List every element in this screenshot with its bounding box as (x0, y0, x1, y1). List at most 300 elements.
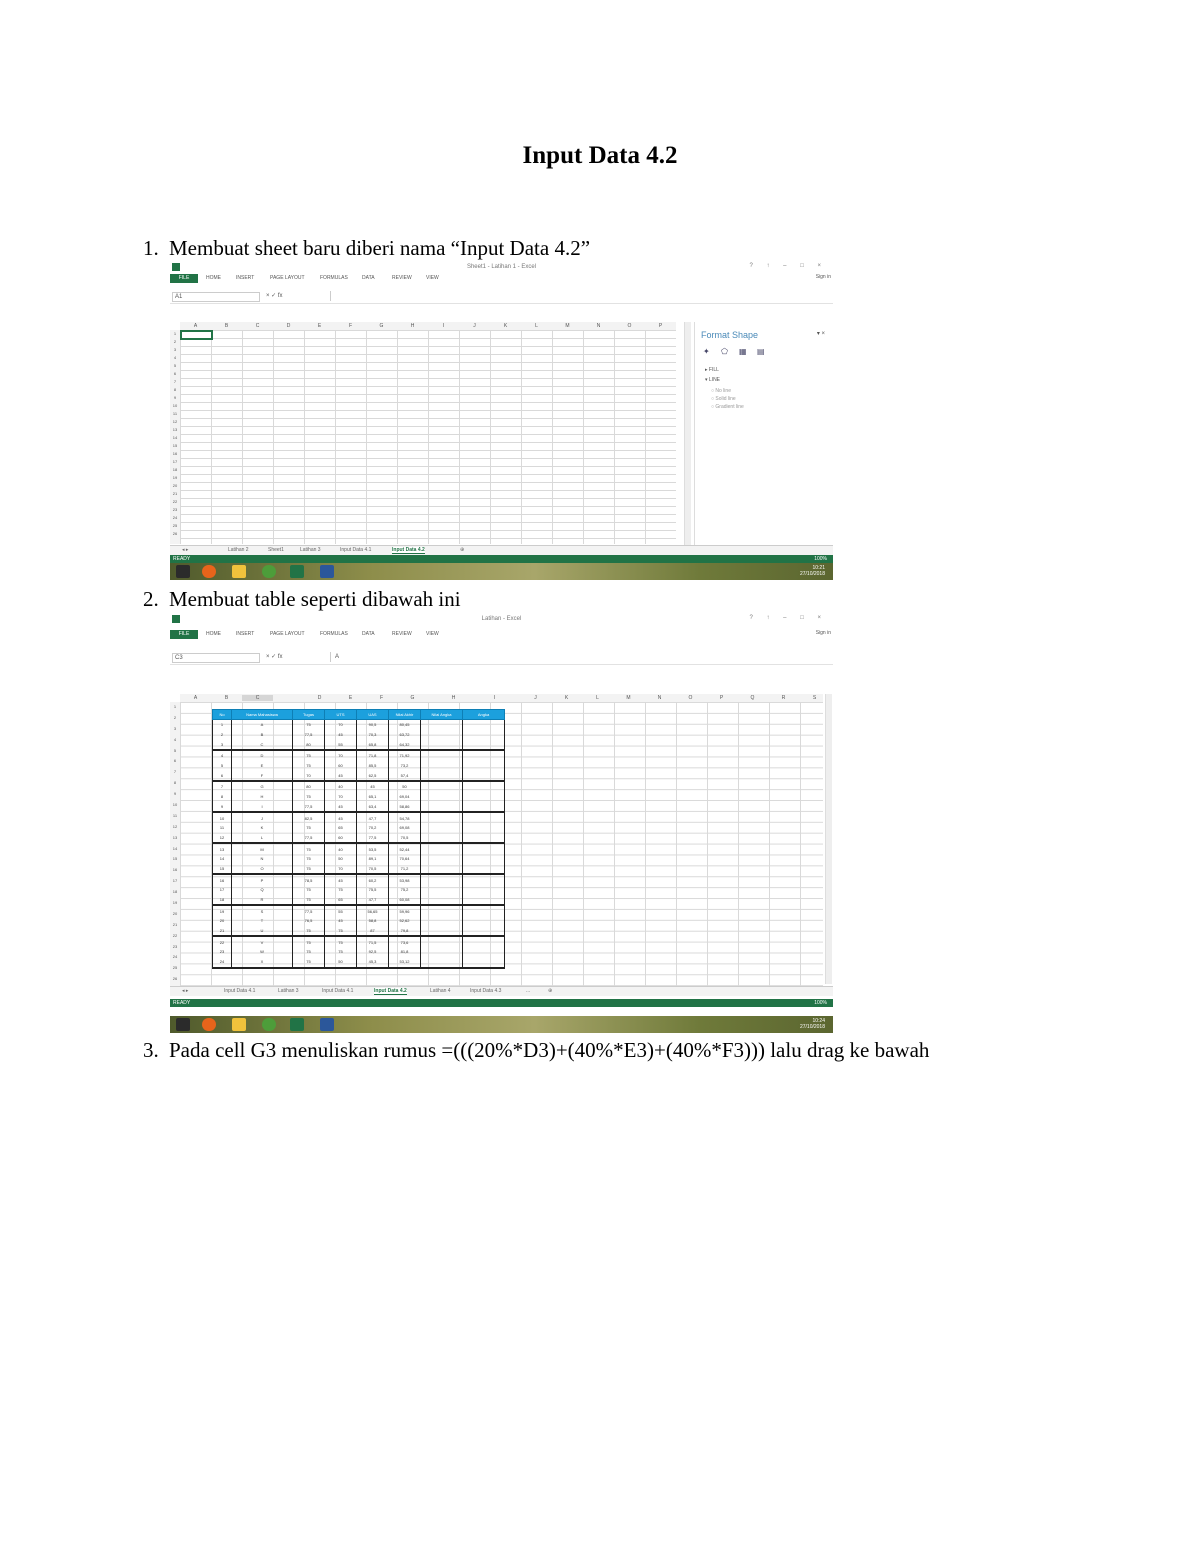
table-cell[interactable] (463, 739, 505, 750)
table-cell[interactable]: 60,2 (357, 874, 389, 885)
table-cell[interactable]: 56,65 (357, 905, 389, 916)
col-header[interactable]: C (242, 695, 273, 701)
table-cell[interactable]: 50 (325, 854, 357, 864)
table-cell[interactable]: 4 (213, 750, 232, 761)
sheet-tab[interactable]: ... (526, 988, 531, 994)
col-header[interactable]: J (534, 695, 537, 701)
row-header[interactable]: 17 (172, 459, 178, 464)
table-cell[interactable]: 16 (213, 874, 232, 885)
tab-home[interactable]: HOME (206, 631, 221, 637)
table-cell[interactable] (463, 750, 505, 761)
tab-view[interactable]: VIEW (426, 631, 439, 637)
zoom-level[interactable]: 100% (814, 556, 827, 562)
table-cell[interactable]: C (232, 739, 293, 750)
table-cell[interactable]: 45 (325, 874, 357, 885)
user-account[interactable]: Sign in (815, 274, 831, 280)
table-cell[interactable]: 90,5 (357, 720, 389, 730)
add-sheet-icon[interactable]: ⊕ (460, 547, 465, 553)
selected-cell[interactable] (180, 330, 213, 340)
table-cell[interactable]: 24 (213, 957, 232, 968)
table-cell[interactable] (463, 823, 505, 833)
sheet-tab[interactable]: Input Data 4.1 (322, 988, 354, 994)
row-header[interactable]: 14 (172, 435, 178, 440)
sheet-tab-active[interactable]: Input Data 4.2 (374, 988, 407, 994)
row-header[interactable]: 22 (172, 932, 178, 938)
sheet-tab[interactable]: Input Data 4.1 (340, 547, 372, 553)
vertical-scrollbar[interactable] (825, 694, 832, 984)
table-cell[interactable]: 5 (213, 761, 232, 771)
table-cell[interactable]: M (232, 843, 293, 854)
col-header[interactable]: R (781, 695, 786, 701)
table-cell[interactable] (421, 720, 463, 730)
table-cell[interactable]: 73,2 (389, 761, 421, 771)
table-cell[interactable] (421, 770, 463, 781)
sheet-tab[interactable]: Latihan 4 (430, 988, 451, 994)
table-cell[interactable]: 71,92 (389, 750, 421, 761)
formula-input[interactable]: A (330, 652, 827, 662)
table-cell[interactable]: 75 (293, 792, 325, 802)
table-cell[interactable]: 45 (325, 770, 357, 781)
table-cell[interactable]: 47,7 (357, 895, 389, 906)
close-icon[interactable]: ▾ × (816, 331, 825, 337)
table-cell[interactable] (421, 895, 463, 906)
col-header[interactable]: B (224, 695, 229, 701)
window-controls[interactable]: ? ↑ – □ × (749, 263, 827, 269)
table-cell[interactable]: 54,78 (389, 812, 421, 823)
user-account[interactable]: Sign in (815, 630, 831, 636)
table-cell[interactable]: 70,64 (389, 854, 421, 864)
table-cell[interactable] (421, 781, 463, 792)
table-cell[interactable]: 65,8 (357, 739, 389, 750)
col-header[interactable]: E (348, 695, 353, 701)
firefox-icon[interactable] (202, 565, 216, 578)
table-cell[interactable]: L (232, 833, 293, 844)
table-cell[interactable] (421, 739, 463, 750)
table-cell[interactable]: 75 (325, 926, 357, 937)
table-cell[interactable]: 11 (213, 823, 232, 833)
table-cell[interactable] (463, 802, 505, 813)
col-header[interactable]: H (410, 323, 415, 329)
table-cell[interactable]: 80,45 (389, 720, 421, 730)
name-box[interactable]: C3 (172, 653, 260, 663)
col-header[interactable]: M (565, 323, 570, 329)
table-cell[interactable]: 75 (293, 885, 325, 895)
table-cell[interactable]: 2 (213, 730, 232, 740)
col-header[interactable]: Q (750, 695, 755, 701)
table-cell[interactable] (463, 926, 505, 937)
row-header[interactable]: 13 (172, 427, 178, 432)
table-cell[interactable]: 75,2 (389, 885, 421, 895)
row-header[interactable]: 10 (172, 403, 178, 408)
table-cell[interactable] (463, 833, 505, 844)
chrome-icon[interactable] (262, 1018, 276, 1031)
row-header[interactable]: 5 (173, 747, 177, 753)
table-cell[interactable]: J (232, 812, 293, 823)
row-header[interactable]: 12 (172, 823, 178, 829)
row-header[interactable]: 26 (172, 976, 178, 982)
col-header[interactable]: N (657, 695, 662, 701)
effects-icon[interactable]: ⬠ (721, 347, 728, 356)
table-cell[interactable] (463, 895, 505, 906)
table-cell[interactable]: 45 (325, 730, 357, 740)
col-header[interactable]: P (719, 695, 724, 701)
tab-review[interactable]: REVIEW (392, 275, 412, 281)
row-header[interactable]: 24 (172, 954, 178, 960)
table-cell[interactable]: 22 (213, 936, 232, 947)
table-cell[interactable]: 55 (325, 905, 357, 916)
tab-page-layout[interactable]: PAGE LAYOUT (270, 275, 305, 281)
table-cell[interactable] (463, 864, 505, 875)
row-header[interactable]: 23 (172, 943, 178, 949)
sheet-tab[interactable]: Latihan 3 (300, 547, 321, 553)
table-cell[interactable] (421, 802, 463, 813)
file-explorer-icon[interactable] (232, 1018, 246, 1031)
vertical-scrollbar[interactable] (684, 322, 691, 546)
table-cell[interactable] (463, 843, 505, 854)
row-header[interactable]: 21 (172, 491, 178, 496)
table-cell[interactable] (463, 720, 505, 730)
table-cell[interactable]: 69,04 (389, 792, 421, 802)
excel-icon[interactable] (290, 565, 304, 578)
table-cell[interactable] (463, 730, 505, 740)
table-cell[interactable]: 45 (357, 781, 389, 792)
table-cell[interactable]: 64,32 (389, 739, 421, 750)
table-cell[interactable]: U (232, 926, 293, 937)
table-cell[interactable] (421, 833, 463, 844)
table-cell[interactable]: 57,4 (389, 770, 421, 781)
table-cell[interactable]: 53,98 (389, 874, 421, 885)
table-cell[interactable]: 85,5 (357, 761, 389, 771)
table-cell[interactable]: T (232, 916, 293, 926)
table-cell[interactable]: 92,5 (357, 947, 389, 957)
table-cell[interactable] (421, 936, 463, 947)
table-cell[interactable] (421, 761, 463, 771)
table-cell[interactable]: 60 (325, 761, 357, 771)
row-header[interactable]: 9 (173, 395, 177, 400)
picture-icon[interactable]: ▤ (757, 347, 765, 356)
row-header[interactable]: 23 (172, 507, 178, 512)
col-header[interactable]: C (255, 323, 260, 329)
tab-home[interactable]: HOME (206, 275, 221, 281)
table-cell[interactable] (421, 864, 463, 875)
col-header[interactable]: P (658, 323, 663, 329)
table-cell[interactable]: 70 (325, 720, 357, 730)
row-header[interactable]: 9 (173, 791, 177, 797)
table-cell[interactable]: 20 (213, 916, 232, 926)
table-cell[interactable]: 75 (293, 761, 325, 771)
table-cell[interactable] (463, 792, 505, 802)
table-cell[interactable]: H (232, 792, 293, 802)
tab-file[interactable]: FILE (170, 630, 198, 639)
file-explorer-icon[interactable] (232, 565, 246, 578)
table-cell[interactable]: 58,8 (357, 916, 389, 926)
table-cell[interactable] (463, 916, 505, 926)
col-header[interactable]: F (379, 695, 384, 701)
table-cell[interactable] (463, 874, 505, 885)
table-cell[interactable]: 75 (293, 854, 325, 864)
row-header[interactable]: 16 (172, 867, 178, 873)
col-header[interactable]: S (812, 695, 817, 701)
table-cell[interactable]: 45 (325, 802, 357, 813)
table-cell[interactable]: 81,8 (389, 947, 421, 957)
col-header[interactable]: I (493, 695, 496, 701)
table-cell[interactable]: 18 (213, 895, 232, 906)
row-header[interactable]: 4 (173, 355, 177, 360)
row-header[interactable]: 12 (172, 419, 178, 424)
row-header[interactable]: 6 (173, 371, 177, 376)
table-cell[interactable]: 75 (293, 957, 325, 968)
row-header[interactable]: 7 (173, 379, 177, 384)
table-cell[interactable]: 40 (325, 781, 357, 792)
table-cell[interactable] (421, 916, 463, 926)
table-cell[interactable]: 45 (325, 916, 357, 926)
table-cell[interactable]: 9 (213, 802, 232, 813)
table-cell[interactable]: 23 (213, 947, 232, 957)
table-cell[interactable]: 59,96 (389, 905, 421, 916)
pane-option[interactable]: ○ Solid line (711, 396, 736, 402)
table-cell[interactable]: 50 (325, 957, 357, 968)
table-cell[interactable]: 75 (293, 895, 325, 906)
sheet-nav-arrows[interactable]: ◂ ▸ (182, 547, 189, 553)
table-cell[interactable]: 71,8 (357, 750, 389, 761)
row-header[interactable]: 19 (172, 900, 178, 906)
col-header[interactable]: J (473, 323, 476, 329)
table-cell[interactable] (421, 843, 463, 854)
sheet-nav-arrows[interactable]: ◂ ▸ (182, 988, 189, 994)
table-cell[interactable]: 75 (293, 947, 325, 957)
table-cell[interactable]: 80 (293, 781, 325, 792)
row-header[interactable]: 8 (173, 387, 177, 392)
table-cell[interactable]: 45,3 (357, 957, 389, 968)
row-header[interactable]: 4 (173, 736, 177, 742)
row-header[interactable]: 11 (172, 411, 178, 416)
formula-icons[interactable]: × ✓ fx (266, 654, 283, 660)
table-cell[interactable]: 73,6 (389, 936, 421, 947)
tab-data[interactable]: DATA (362, 631, 375, 637)
table-cell[interactable]: R (232, 895, 293, 906)
row-header[interactable]: 18 (172, 467, 178, 472)
tab-formulas[interactable]: FORMULAS (320, 631, 348, 637)
table-cell[interactable]: 53,12 (389, 957, 421, 968)
col-header[interactable]: K (503, 323, 508, 329)
col-header[interactable]: O (688, 695, 693, 701)
table-cell[interactable] (421, 730, 463, 740)
table-cell[interactable]: 70 (293, 770, 325, 781)
firefox-icon[interactable] (202, 1018, 216, 1031)
row-header[interactable]: 17 (172, 878, 178, 884)
table-cell[interactable]: 87 (357, 926, 389, 937)
tab-formulas[interactable]: FORMULAS (320, 275, 348, 281)
table-cell[interactable]: 71,2 (389, 864, 421, 875)
pane-option[interactable]: ○ No line (711, 388, 731, 394)
table-cell[interactable]: 8 (213, 792, 232, 802)
table-cell[interactable] (421, 812, 463, 823)
table-cell[interactable]: 75,5 (357, 885, 389, 895)
table-cell[interactable]: X (232, 957, 293, 968)
formula-icons[interactable]: × ✓ fx (266, 293, 283, 299)
table-cell[interactable]: 70,2 (357, 823, 389, 833)
col-header[interactable]: M (626, 695, 631, 701)
table-cell[interactable]: 10 (213, 812, 232, 823)
table-cell[interactable]: 15 (213, 864, 232, 875)
table-cell[interactable]: 76,5 (293, 916, 325, 926)
table-cell[interactable] (421, 926, 463, 937)
sheet-tab[interactable]: Input Data 4.3 (470, 988, 502, 994)
table-cell[interactable]: 70,5 (389, 833, 421, 844)
table-cell[interactable]: G (232, 781, 293, 792)
word-icon[interactable] (320, 565, 334, 578)
table-cell[interactable] (463, 812, 505, 823)
table-cell[interactable]: 58,86 (389, 802, 421, 813)
table-cell[interactable]: 70 (325, 750, 357, 761)
table-cell[interactable]: 75 (293, 823, 325, 833)
row-header[interactable]: 26 (172, 531, 178, 536)
col-header[interactable]: N (596, 323, 601, 329)
table-cell[interactable]: S (232, 905, 293, 916)
row-header[interactable]: 2 (173, 714, 177, 720)
zoom-level[interactable]: 100% (814, 1000, 827, 1006)
word-icon[interactable] (320, 1018, 334, 1031)
table-cell[interactable]: 77,5 (293, 905, 325, 916)
table-cell[interactable]: 14 (213, 854, 232, 864)
row-header[interactable]: 18 (172, 889, 178, 895)
sheet-tab[interactable]: Latihan 2 (228, 547, 249, 553)
row-header[interactable]: 6 (173, 758, 177, 764)
formula-input[interactable] (330, 291, 827, 301)
table-cell[interactable]: 70 (325, 792, 357, 802)
table-cell[interactable]: 77,5 (293, 730, 325, 740)
row-header[interactable]: 1 (173, 331, 177, 336)
table-cell[interactable]: Q (232, 885, 293, 895)
tab-insert[interactable]: INSERT (236, 275, 255, 281)
table-cell[interactable]: B (232, 730, 293, 740)
col-header[interactable]: L (535, 323, 538, 329)
table-cell[interactable]: 3 (213, 739, 232, 750)
row-header[interactable]: 25 (172, 965, 178, 971)
table-cell[interactable]: 70,3 (357, 730, 389, 740)
header-tugas[interactable]: Tugas (293, 710, 325, 720)
row-header[interactable]: 24 (172, 515, 178, 520)
table-cell[interactable]: 21 (213, 926, 232, 937)
tab-review[interactable]: REVIEW (392, 631, 412, 637)
cell-grid[interactable] (180, 330, 676, 544)
table-cell[interactable] (463, 770, 505, 781)
tab-data[interactable]: DATA (362, 275, 375, 281)
col-header[interactable]: K (564, 695, 569, 701)
row-header[interactable]: 5 (173, 363, 177, 368)
pane-item-fill[interactable]: ▸ FILL (705, 367, 719, 373)
row-header[interactable]: 11 (172, 812, 178, 818)
table-cell[interactable]: 77,5 (357, 833, 389, 844)
table-cell[interactable] (463, 854, 505, 864)
table-cell[interactable]: K (232, 823, 293, 833)
row-header[interactable]: 10 (172, 802, 178, 808)
table-cell[interactable]: 75 (325, 947, 357, 957)
table-cell[interactable]: 75 (325, 936, 357, 947)
table-cell[interactable] (463, 947, 505, 957)
row-header[interactable]: 20 (172, 483, 178, 488)
table-cell[interactable]: 6 (213, 770, 232, 781)
table-cell[interactable]: 53,5 (357, 843, 389, 854)
table-cell[interactable] (421, 750, 463, 761)
table-cell[interactable]: 70 (325, 864, 357, 875)
col-header[interactable]: H (451, 695, 456, 701)
tab-page-layout[interactable]: PAGE LAYOUT (270, 631, 305, 637)
row-header[interactable]: 16 (172, 451, 178, 456)
table-cell[interactable] (421, 905, 463, 916)
table-cell[interactable]: 77,5 (293, 802, 325, 813)
table-cell[interactable]: 1 (213, 720, 232, 730)
table-cell[interactable]: 75 (293, 843, 325, 854)
sheet-tab[interactable]: Input Data 4.1 (224, 988, 256, 994)
col-header[interactable]: D (317, 695, 322, 701)
tab-file[interactable]: FILE (170, 274, 198, 283)
table-cell[interactable] (421, 854, 463, 864)
table-cell[interactable]: 80 (293, 739, 325, 750)
table-cell[interactable]: 52,44 (389, 843, 421, 854)
sheet-tab-active[interactable]: Input Data 4.2 (392, 547, 425, 553)
table-cell[interactable] (463, 936, 505, 947)
sheet-tab[interactable]: Latihan 3 (278, 988, 299, 994)
table-cell[interactable]: 63,72 (389, 730, 421, 740)
row-header[interactable]: 15 (172, 856, 178, 862)
col-header[interactable]: G (379, 323, 384, 329)
row-header[interactable]: 8 (173, 780, 177, 786)
table-cell[interactable]: 40 (325, 843, 357, 854)
table-cell[interactable]: 77,5 (293, 833, 325, 844)
header-uts[interactable]: UTS (325, 710, 357, 720)
header-no[interactable]: No (213, 710, 232, 720)
table-cell[interactable]: V (232, 936, 293, 947)
table-cell[interactable]: E (232, 761, 293, 771)
col-header[interactable]: F (348, 323, 353, 329)
table-cell[interactable]: 65,1 (357, 792, 389, 802)
table-cell[interactable]: P (232, 874, 293, 885)
table-cell[interactable]: N (232, 854, 293, 864)
table-cell[interactable] (463, 957, 505, 968)
table-cell[interactable] (421, 792, 463, 802)
name-box[interactable]: A1 (172, 292, 260, 302)
header-angka[interactable]: Angka (463, 710, 505, 720)
table-cell[interactable]: 75 (293, 750, 325, 761)
header-nilai-akhir[interactable]: Nilai Akhir (389, 710, 421, 720)
row-header[interactable]: 20 (172, 910, 178, 916)
table-cell[interactable]: 65 (325, 895, 357, 906)
table-cell[interactable] (463, 761, 505, 771)
table-cell[interactable]: 19 (213, 905, 232, 916)
row-header[interactable]: 1 (173, 704, 177, 709)
table-cell[interactable]: W (232, 947, 293, 957)
header-nama[interactable]: Nama Mahasiswa (232, 710, 293, 720)
tab-view[interactable]: VIEW (426, 275, 439, 281)
table-cell[interactable]: 7 (213, 781, 232, 792)
row-header[interactable]: 22 (172, 499, 178, 504)
row-header[interactable]: 15 (172, 443, 178, 448)
row-header[interactable]: 19 (172, 475, 178, 480)
table-cell[interactable]: 89,1 (357, 854, 389, 864)
table-cell[interactable]: 70,5 (357, 864, 389, 875)
table-cell[interactable]: 75 (293, 864, 325, 875)
excel-icon[interactable] (290, 1018, 304, 1031)
table-cell[interactable] (421, 874, 463, 885)
table-cell[interactable]: 45 (325, 812, 357, 823)
table-cell[interactable] (421, 885, 463, 895)
table-cell[interactable]: A (232, 720, 293, 730)
row-header[interactable]: 25 (172, 523, 178, 528)
table-cell[interactable]: 82,5 (293, 812, 325, 823)
start-icon[interactable] (176, 565, 190, 578)
table-cell[interactable]: 62,5 (357, 770, 389, 781)
